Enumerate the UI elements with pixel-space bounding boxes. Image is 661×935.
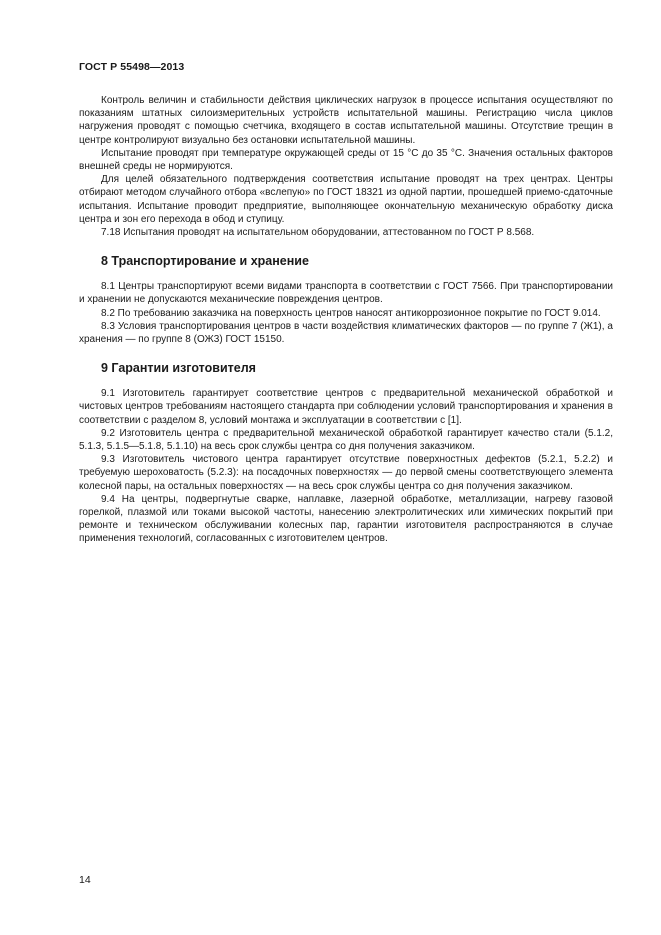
paragraph-9-1: 9.1 Изготовитель гарантирует соответствие центров с предварительной механической обработкой и чистовых центров требованиям настоящего стандарта при соблюдении условий транспортирования и хранения в соответствии с разделом 8, условий монтажа и эксплуатации в соответствии с [1]. [79, 388, 613, 426]
paragraph-9-3: 9.3 Изготовитель чистового центра гарантирует отсутствие поверхностных дефектов (5.2.1, 5.2.2) и требуемую шероховатость (5.2.3): на посадочных поверхностях — до первой смены соответствующего элемента колесной пары, на остальных поверхностях — на весь срок службы центра со дня получения заказчиком. [79, 454, 613, 492]
section-8-title: 8 Транспортирование и хранение [101, 254, 309, 269]
paragraph-9-4: 9.4 На центры, подвергнутые сварке, наплавке, лазерной обработке, металлизации, нагреву газовой горелкой, плазмой или токами высокой частоты, нанесению электролитических или химических покрытий при ремонте и техническом обслуживании колесных пар, гарантии изготовителя распространяются в случае применения технологий, согласованных с изготовителем центров. [79, 493, 613, 545]
paragraph-8-1: 8.1 Центры транспортируют всеми видами транспорта в соответствии с ГОСТ 7566. При транспортировании и хранении не допускаются механические повреждения центров. [79, 281, 613, 306]
section-9-title: 9 Гарантии изготовителя [101, 361, 256, 376]
paragraph-8-2: 8.2 По требованию заказчика на поверхность центров наносят антикоррозионное покрытие по ГОСТ 9.014. [101, 307, 601, 319]
standard-code: ГОСТ Р 55498—2013 [79, 61, 185, 73]
paragraph-7-18: 7.18 Испытания проводят на испытательном оборудовании, аттестованном по ГОСТ Р 8.568. [101, 227, 535, 239]
paragraph-load-control: Контроль величин и стабильности действия циклических нагрузок в процессе испытания осуществляют по показаниям штатных силоизмерительных устройств испытательной машины. Регистрацию числа циклов нагружения проводят с помощью счетчика, входящего в состав испытательной машины. Отсутствие трещин в центре контролируют визуально без остановки испытательной машины. [79, 95, 613, 146]
paragraph-temperature: Испытание проводят при температуре окружающей среды от 15 °С до 35 °С. Значения остальных факторов внешней среды не нормируются. [79, 147, 613, 173]
paragraph-certification: Для целей обязательного подтверждения соответствия испытание проводят на трех центрах. Центры отбирают методом случайного отбора «вслепую» по ГОСТ 18321 из одной партии, прошедшей приемо-сдаточные испытания. Испытание проводит предприятие, выполняющее окончательную механическую обработку диска центра и зон его перехода в обод и ступицу. [79, 174, 613, 225]
page-number: 14 [79, 874, 91, 886]
paragraph-8-3: 8.3 Условия транспортирования центров в части воздействия климатических факторов — по группе 7 (Ж1), а хранения — по группе 8 (ОЖ3) ГОСТ 15150. [79, 320, 613, 346]
paragraph-9-2: 9.2 Изготовитель центра с предварительной механической обработкой гарантирует качество стали (5.1.2, 5.1.3, 5.1.5—5.1.8, 5.1.10) на весь срок службы центра со дня получения заказчиком. [79, 427, 613, 453]
document-body [79, 94, 613, 546]
